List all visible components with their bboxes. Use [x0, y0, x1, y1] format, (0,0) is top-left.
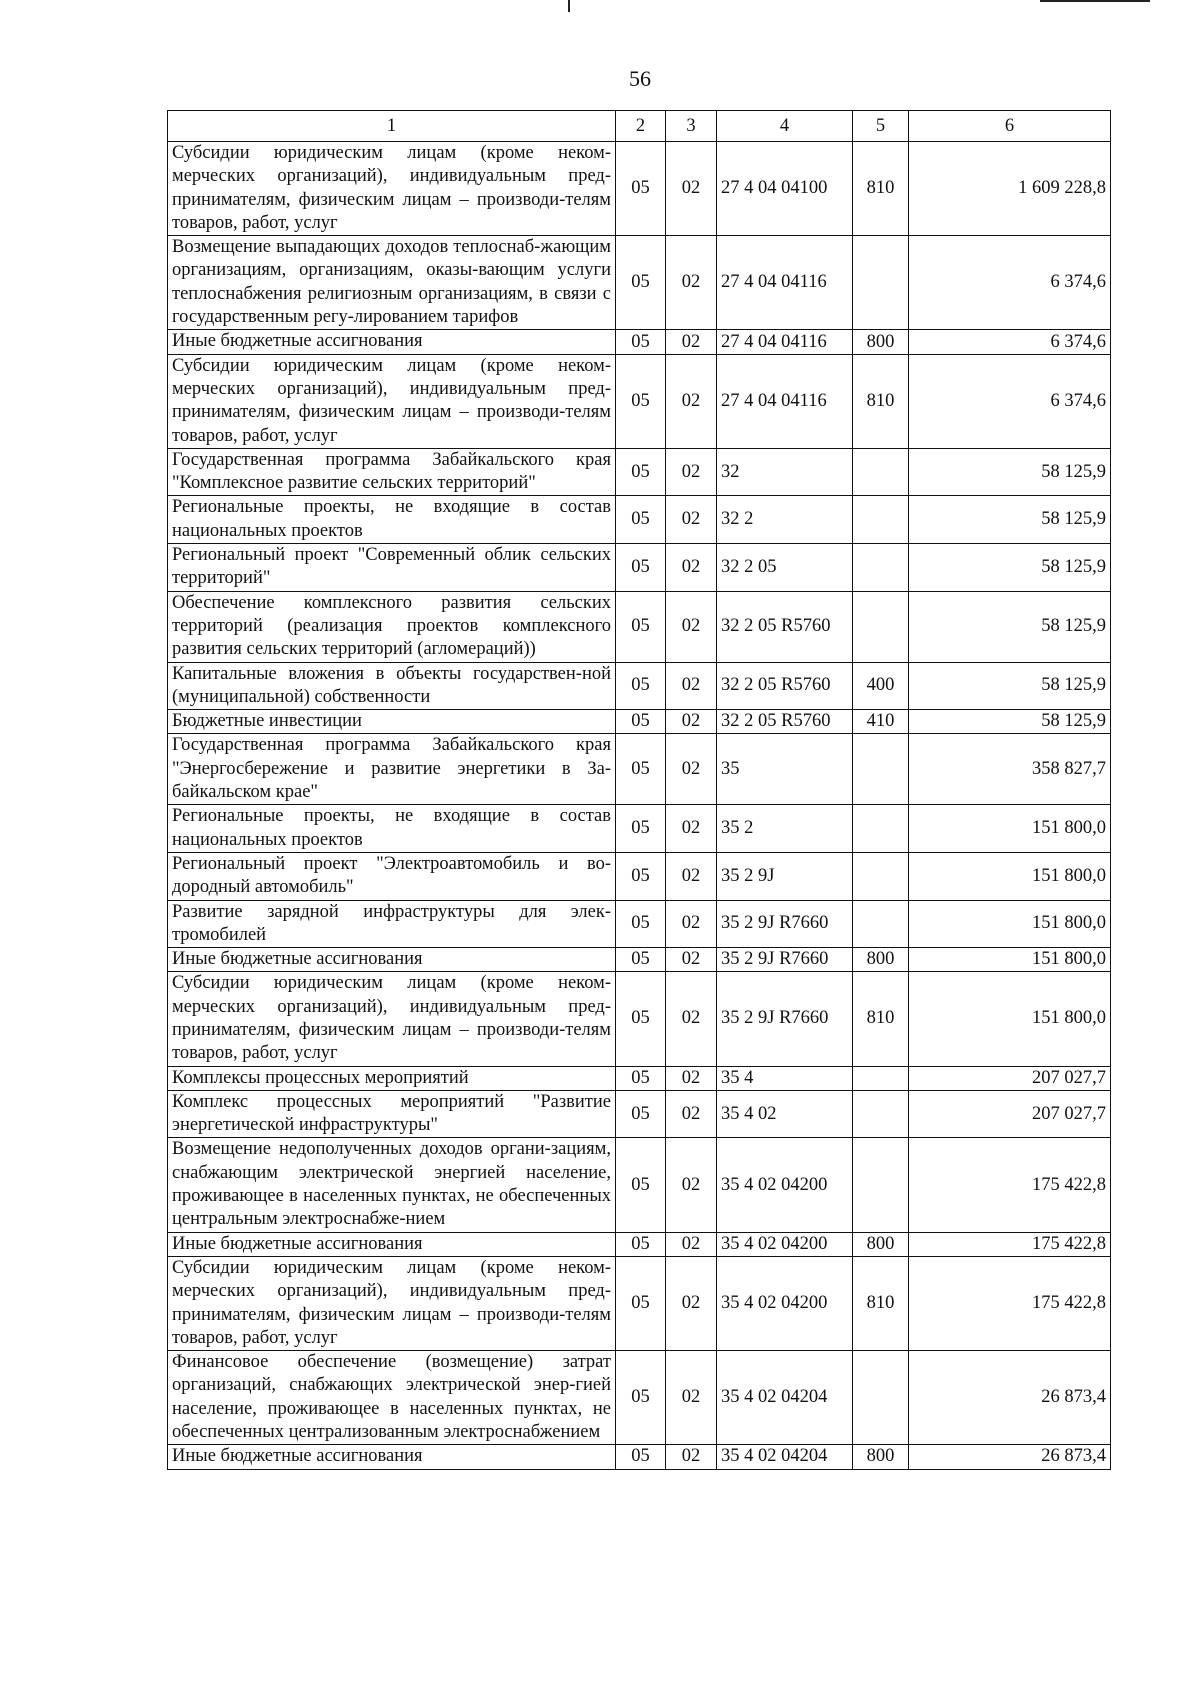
table-row	[168, 354, 1111, 448]
row-target-article-cell: 35 2 9J R7660	[717, 948, 853, 972]
row-target-article-cell: 27 4 04 04116	[717, 354, 853, 448]
table-header	[168, 111, 1111, 142]
row-section-cell: 05	[616, 354, 666, 448]
table-row	[168, 1066, 1111, 1090]
row-target-article-cell: 32	[717, 448, 853, 496]
scan-mark-top	[568, 0, 570, 12]
table-row	[168, 142, 1111, 236]
row-expense-type-cell	[853, 544, 909, 592]
row-amount-cell: 358 827,7	[909, 734, 1111, 805]
row-target-article-cell: 32 2	[717, 496, 853, 544]
table-row	[168, 330, 1111, 354]
row-section-cell: 05	[616, 734, 666, 805]
row-amount-cell: 151 800,0	[909, 900, 1111, 948]
row-name-cell: Развитие зарядной инфраструктуры для элек-тромобилей	[168, 900, 616, 948]
table-row	[168, 805, 1111, 853]
row-subsection-cell: 02	[666, 852, 717, 900]
table-row	[168, 1351, 1111, 1445]
row-target-article-cell: 35 2 9J R7660	[717, 900, 853, 948]
row-name-cell: Субсидии юридическим лицам (кроме неком-мерческих организаций), индивидуальным пред-принимателям, физическим лицам – производи-телям товаров, работ, услуг	[168, 354, 616, 448]
row-amount-cell: 207 027,7	[909, 1090, 1111, 1138]
row-section-cell: 05	[616, 805, 666, 853]
row-section-cell: 05	[616, 142, 666, 236]
row-subsection-cell: 02	[666, 1351, 717, 1445]
row-section-cell: 05	[616, 852, 666, 900]
row-section-cell: 05	[616, 1066, 666, 1090]
row-amount-cell: 6 374,6	[909, 330, 1111, 354]
row-target-article-cell: 35 4 02 04200	[717, 1232, 853, 1256]
row-expense-type-cell	[853, 805, 909, 853]
row-expense-type-cell: 800	[853, 1232, 909, 1256]
row-subsection-cell: 02	[666, 354, 717, 448]
row-name-cell: Возмещение недополученных доходов органи-зациям, снабжающим электрической энергией население, проживающее в населенных пунктах, не обеспеченных центральным электроснабже-нием	[168, 1138, 616, 1232]
row-section-cell: 05	[616, 496, 666, 544]
row-expense-type-cell: 800	[853, 330, 909, 354]
row-target-article-cell: 35 2 9J	[717, 852, 853, 900]
row-expense-type-cell: 800	[853, 1445, 909, 1469]
row-subsection-cell: 02	[666, 1066, 717, 1090]
row-expense-type-cell	[853, 496, 909, 544]
row-subsection-cell: 02	[666, 1138, 717, 1232]
row-target-article-cell: 32 2 05 R5760	[717, 591, 853, 662]
table-row	[168, 1090, 1111, 1138]
table-row	[168, 662, 1111, 710]
row-section-cell: 05	[616, 236, 666, 330]
row-expense-type-cell: 410	[853, 710, 909, 734]
row-amount-cell: 151 800,0	[909, 805, 1111, 853]
header-col-3: 3	[666, 111, 717, 142]
row-expense-type-cell	[853, 236, 909, 330]
table-row	[168, 710, 1111, 734]
row-name-cell: Комплекс процессных мероприятий "Развитие энергетической инфраструктуры"	[168, 1090, 616, 1138]
row-expense-type-cell: 800	[853, 948, 909, 972]
row-target-article-cell: 27 4 04 04116	[717, 330, 853, 354]
row-amount-cell: 1 609 228,8	[909, 142, 1111, 236]
row-target-article-cell: 35 2	[717, 805, 853, 853]
row-amount-cell: 151 800,0	[909, 852, 1111, 900]
row-section-cell: 05	[616, 544, 666, 592]
row-subsection-cell: 02	[666, 948, 717, 972]
table-row	[168, 948, 1111, 972]
row-section-cell: 05	[616, 662, 666, 710]
row-subsection-cell: 02	[666, 662, 717, 710]
row-section-cell: 05	[616, 1445, 666, 1469]
row-target-article-cell: 32 2 05	[717, 544, 853, 592]
table-row	[168, 236, 1111, 330]
row-amount-cell: 58 125,9	[909, 448, 1111, 496]
row-name-cell: Иные бюджетные ассигнования	[168, 1445, 616, 1469]
header-col-6: 6	[909, 111, 1111, 142]
header-col-5: 5	[853, 111, 909, 142]
row-expense-type-cell	[853, 900, 909, 948]
header-col-1: 1	[168, 111, 616, 142]
row-subsection-cell: 02	[666, 330, 717, 354]
row-name-cell: Региональный проект "Современный облик сельских территорий"	[168, 544, 616, 592]
table-row	[168, 1232, 1111, 1256]
row-subsection-cell: 02	[666, 496, 717, 544]
row-target-article-cell: 27 4 04 04100	[717, 142, 853, 236]
row-amount-cell: 58 125,9	[909, 591, 1111, 662]
row-name-cell: Иные бюджетные ассигнования	[168, 330, 616, 354]
row-amount-cell: 58 125,9	[909, 496, 1111, 544]
row-name-cell: Субсидии юридическим лицам (кроме неком-мерческих организаций), индивидуальным пред-принимателям, физическим лицам – производи-телям товаров, работ, услуг	[168, 142, 616, 236]
row-amount-cell: 151 800,0	[909, 948, 1111, 972]
budget-table	[167, 110, 1111, 1470]
row-name-cell: Государственная программа Забайкальского края "Комплексное развитие сельских территорий"	[168, 448, 616, 496]
row-section-cell: 05	[616, 972, 666, 1066]
table-row	[168, 852, 1111, 900]
table-row	[168, 496, 1111, 544]
table-row	[168, 591, 1111, 662]
row-subsection-cell: 02	[666, 591, 717, 662]
row-subsection-cell: 02	[666, 900, 717, 948]
row-amount-cell: 58 125,9	[909, 662, 1111, 710]
row-amount-cell: 58 125,9	[909, 710, 1111, 734]
row-section-cell: 05	[616, 1138, 666, 1232]
row-section-cell: 05	[616, 1256, 666, 1350]
row-name-cell: Региональные проекты, не входящие в состав национальных проектов	[168, 496, 616, 544]
table-row	[168, 900, 1111, 948]
row-target-article-cell: 35 4 02 04200	[717, 1256, 853, 1350]
page-number: 56	[629, 66, 651, 91]
row-name-cell: Комплексы процессных мероприятий	[168, 1066, 616, 1090]
row-expense-type-cell	[853, 734, 909, 805]
row-amount-cell: 6 374,6	[909, 236, 1111, 330]
row-expense-type-cell	[853, 591, 909, 662]
row-amount-cell: 175 422,8	[909, 1138, 1111, 1232]
row-amount-cell: 175 422,8	[909, 1232, 1111, 1256]
row-subsection-cell: 02	[666, 972, 717, 1066]
row-expense-type-cell	[853, 1090, 909, 1138]
row-expense-type-cell: 810	[853, 972, 909, 1066]
row-target-article-cell: 35 4	[717, 1066, 853, 1090]
row-amount-cell: 58 125,9	[909, 544, 1111, 592]
row-expense-type-cell	[853, 852, 909, 900]
row-subsection-cell: 02	[666, 142, 717, 236]
row-target-article-cell: 35	[717, 734, 853, 805]
row-name-cell: Субсидии юридическим лицам (кроме неком-мерческих организаций), индивидуальным пред-принимателям, физическим лицам – производи-телям товаров, работ, услуг	[168, 972, 616, 1066]
row-section-cell: 05	[616, 330, 666, 354]
row-name-cell: Обеспечение комплексного развития сельских территорий (реализация проектов комплексного развития сельских территорий (агломераций))	[168, 591, 616, 662]
row-section-cell: 05	[616, 710, 666, 734]
row-amount-cell: 26 873,4	[909, 1351, 1111, 1445]
row-expense-type-cell	[853, 448, 909, 496]
row-amount-cell: 151 800,0	[909, 972, 1111, 1066]
row-target-article-cell: 35 4 02 04200	[717, 1138, 853, 1232]
row-amount-cell: 6 374,6	[909, 354, 1111, 448]
row-section-cell: 05	[616, 900, 666, 948]
row-subsection-cell: 02	[666, 1445, 717, 1469]
row-expense-type-cell: 810	[853, 1256, 909, 1350]
scan-mark-right	[1040, 0, 1150, 2]
header-col-2: 2	[616, 111, 666, 142]
row-name-cell: Бюджетные инвестиции	[168, 710, 616, 734]
table-row	[168, 448, 1111, 496]
row-name-cell: Капитальные вложения в объекты государствен-ной (муниципальной) собственности	[168, 662, 616, 710]
row-target-article-cell: 35 2 9J R7660	[717, 972, 853, 1066]
row-section-cell: 05	[616, 1090, 666, 1138]
row-name-cell: Государственная программа Забайкальского края "Энергосбережение и развитие энергетики в За-байкальском крае"	[168, 734, 616, 805]
table-row	[168, 1138, 1111, 1232]
row-name-cell: Иные бюджетные ассигнования	[168, 1232, 616, 1256]
row-subsection-cell: 02	[666, 734, 717, 805]
row-section-cell: 05	[616, 1351, 666, 1445]
row-section-cell: 05	[616, 948, 666, 972]
row-subsection-cell: 02	[666, 448, 717, 496]
row-subsection-cell: 02	[666, 236, 717, 330]
row-name-cell: Субсидии юридическим лицам (кроме неком-мерческих организаций), индивидуальным пред-принимателям, физическим лицам – производи-телям товаров, работ, услуг	[168, 1256, 616, 1350]
table-body	[168, 142, 1111, 1470]
row-expense-type-cell: 810	[853, 142, 909, 236]
row-section-cell: 05	[616, 591, 666, 662]
header-col-4: 4	[717, 111, 853, 142]
table-row	[168, 972, 1111, 1066]
table-row	[168, 1445, 1111, 1469]
row-amount-cell: 26 873,4	[909, 1445, 1111, 1469]
row-target-article-cell: 35 4 02	[717, 1090, 853, 1138]
row-section-cell: 05	[616, 448, 666, 496]
table-row	[168, 544, 1111, 592]
row-target-article-cell: 32 2 05 R5760	[717, 710, 853, 734]
row-name-cell: Региональные проекты, не входящие в состав национальных проектов	[168, 805, 616, 853]
table-row	[168, 1256, 1111, 1350]
row-section-cell: 05	[616, 1232, 666, 1256]
row-expense-type-cell	[853, 1066, 909, 1090]
row-subsection-cell: 02	[666, 710, 717, 734]
row-target-article-cell: 35 4 02 04204	[717, 1351, 853, 1445]
row-expense-type-cell: 400	[853, 662, 909, 710]
row-subsection-cell: 02	[666, 1090, 717, 1138]
row-name-cell: Финансовое обеспечение (возмещение) затрат организаций, снабжающих электрической энер-гией население, проживающее в населенных пунктах, не обеспеченных централизованным электроснабжением	[168, 1351, 616, 1445]
row-target-article-cell: 32 2 05 R5760	[717, 662, 853, 710]
row-expense-type-cell	[853, 1351, 909, 1445]
table-row	[168, 734, 1111, 805]
row-target-article-cell: 27 4 04 04116	[717, 236, 853, 330]
row-name-cell: Региональный проект "Электроавтомобиль и во-дородный автомобиль"	[168, 852, 616, 900]
row-subsection-cell: 02	[666, 805, 717, 853]
row-expense-type-cell	[853, 1138, 909, 1232]
header-row	[168, 111, 1111, 142]
row-subsection-cell: 02	[666, 1256, 717, 1350]
row-name-cell: Возмещение выпадающих доходов теплоснаб-жающим организациям, организациям, оказы-вающим услуги теплоснабжения религиозным организациям, в связи с государственным регу-лированием тарифов	[168, 236, 616, 330]
row-amount-cell: 207 027,7	[909, 1066, 1111, 1090]
row-expense-type-cell: 810	[853, 354, 909, 448]
row-target-article-cell: 35 4 02 04204	[717, 1445, 853, 1469]
row-amount-cell: 175 422,8	[909, 1256, 1111, 1350]
row-subsection-cell: 02	[666, 544, 717, 592]
row-name-cell: Иные бюджетные ассигнования	[168, 948, 616, 972]
row-subsection-cell: 02	[666, 1232, 717, 1256]
